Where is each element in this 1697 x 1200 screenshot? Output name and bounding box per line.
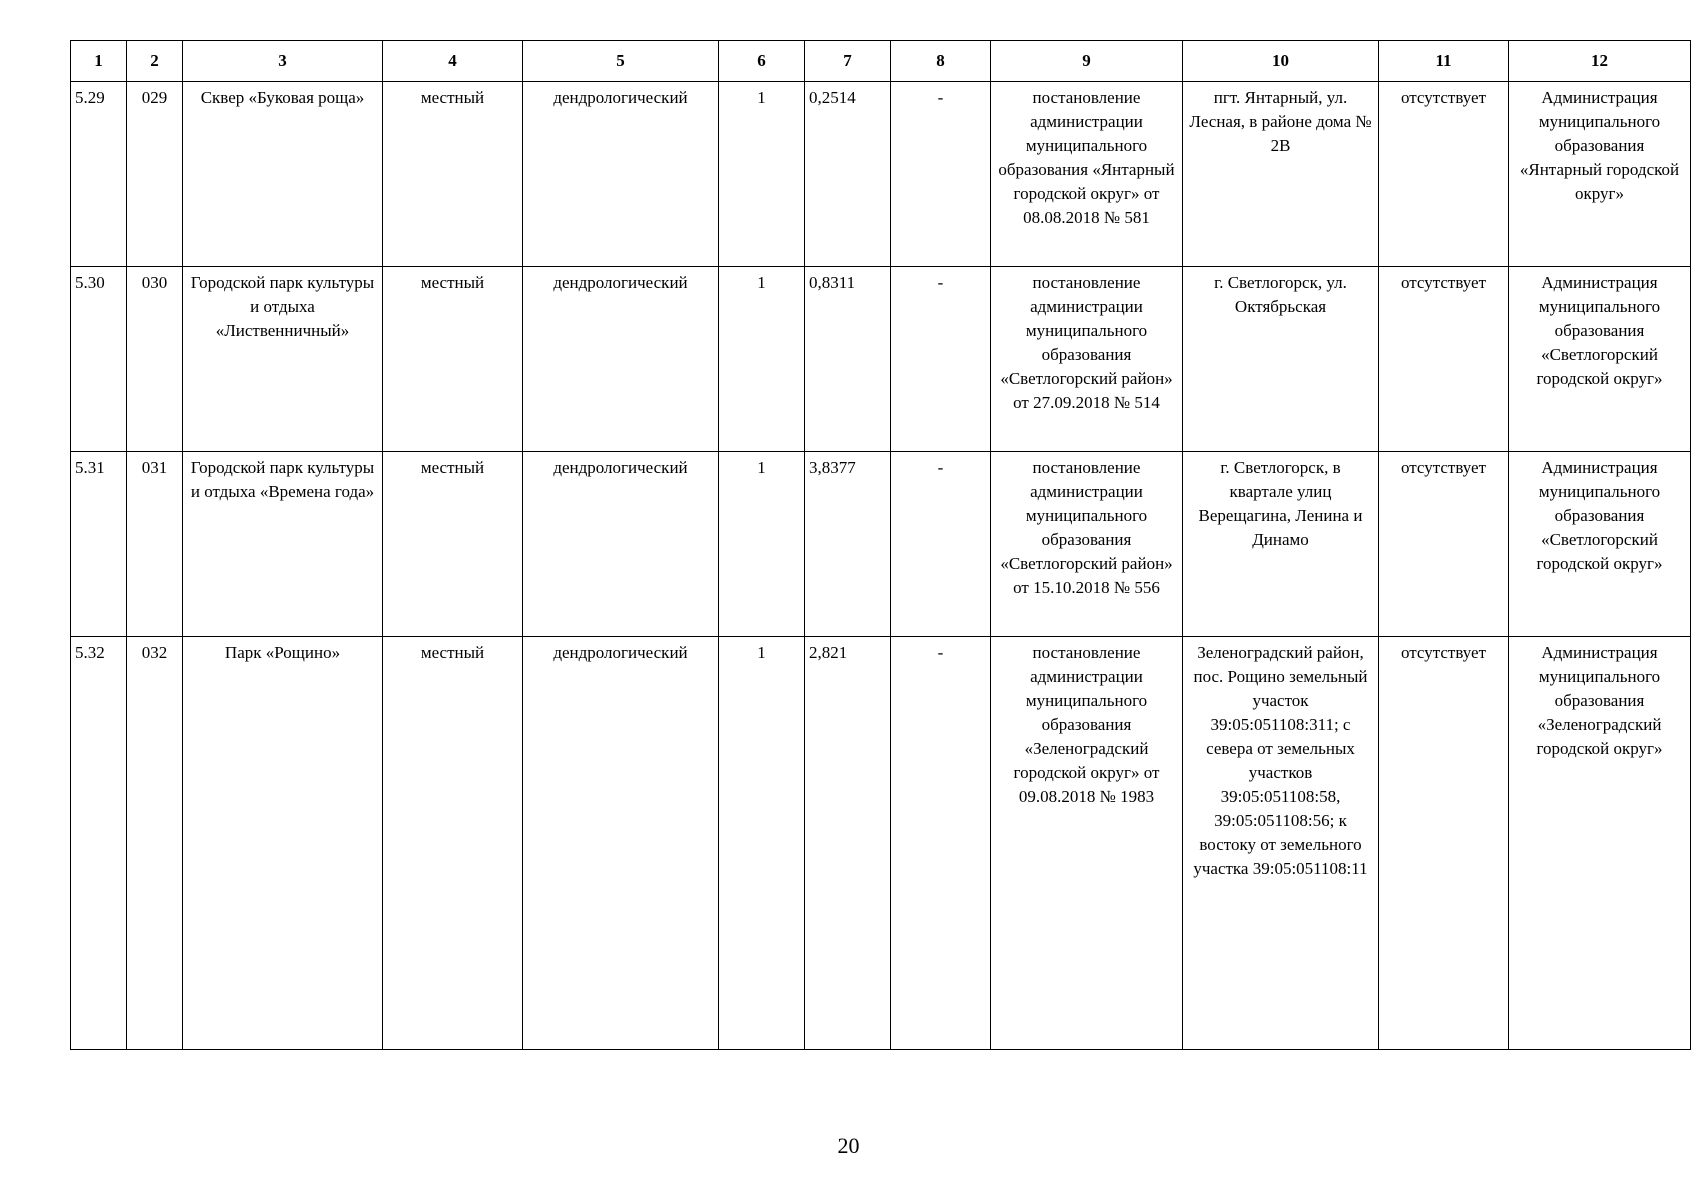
profile: дендрологический (523, 267, 719, 452)
object-name: Сквер «Буковая роща» (183, 82, 383, 267)
category: 1 (719, 82, 805, 267)
location: Зеленоградский район, пос. Рощино земельный участок 39:05:051108:311; с севера от земельных участков 39:05:051108:58, 39:05:051108:56; к востоку от земельного участка 39:05:051108:11 (1183, 637, 1379, 1050)
category: 1 (719, 637, 805, 1050)
table-row (71, 637, 1691, 1050)
header-cell: 6 (719, 41, 805, 82)
column-11-value: отсутствует (1379, 637, 1509, 1050)
profile: дендрологический (523, 82, 719, 267)
table-row (71, 267, 1691, 452)
significance: местный (383, 452, 523, 637)
header-row (71, 41, 1691, 82)
responsible-body: Администрация муниципального образования «Янтарный городской округ» (1509, 82, 1691, 267)
responsible-body: Администрация муниципального образования «Светлогорский городской округ» (1509, 267, 1691, 452)
object-code: 029 (127, 82, 183, 267)
category: 1 (719, 452, 805, 637)
header-cell: 12 (1509, 41, 1691, 82)
column-8-value: - (891, 82, 991, 267)
area-value: 3,8377 (805, 452, 891, 637)
row-number: 5.30 (71, 267, 127, 452)
page-number: 20 (837, 1133, 860, 1158)
object-name: Парк «Рощино» (183, 637, 383, 1050)
legal-act: постановление администрации муниципального образования «Зеленоградский городской округ» от 09.08.2018 № 1983 (991, 637, 1183, 1050)
legal-act: постановление администрации муниципального образования «Янтарный городской округ» от 08.08.2018 № 581 (991, 82, 1183, 267)
header-cell: 8 (891, 41, 991, 82)
location: пгт. Янтарный, ул. Лесная, в районе дома № 2В (1183, 82, 1379, 267)
header-cell: 2 (127, 41, 183, 82)
object-name: Городской парк культуры и отдыха «Времена года» (183, 452, 383, 637)
header-cell: 11 (1379, 41, 1509, 82)
profile: дендрологический (523, 637, 719, 1050)
column-8-value: - (891, 267, 991, 452)
column-8-value: - (891, 637, 991, 1050)
registry-table (70, 40, 1691, 1050)
header-cell: 10 (1183, 41, 1379, 82)
row-number: 5.29 (71, 82, 127, 267)
profile: дендрологический (523, 452, 719, 637)
object-code: 032 (127, 637, 183, 1050)
location: г. Светлогорск, в квартале улиц Верещагина, Ленина и Динамо (1183, 452, 1379, 637)
header-cell: 9 (991, 41, 1183, 82)
location: г. Светлогорск, ул. Октябрьская (1183, 267, 1379, 452)
object-code: 030 (127, 267, 183, 452)
header-cell: 4 (383, 41, 523, 82)
column-11-value: отсутствует (1379, 452, 1509, 637)
column-8-value: - (891, 452, 991, 637)
column-11-value: отсутствует (1379, 267, 1509, 452)
column-11-value: отсутствует (1379, 82, 1509, 267)
responsible-body: Администрация муниципального образования «Зеленоградский городской округ» (1509, 637, 1691, 1050)
object-name: Городской парк культуры и отдыха «Лиственничный» (183, 267, 383, 452)
area-value: 0,8311 (805, 267, 891, 452)
header-cell: 5 (523, 41, 719, 82)
header-cell: 1 (71, 41, 127, 82)
significance: местный (383, 637, 523, 1050)
responsible-body: Администрация муниципального образования «Светлогорский городской округ» (1509, 452, 1691, 637)
table-row (71, 452, 1691, 637)
row-number: 5.32 (71, 637, 127, 1050)
object-code: 031 (127, 452, 183, 637)
header-cell: 3 (183, 41, 383, 82)
row-number: 5.31 (71, 452, 127, 637)
legal-act: постановление администрации муниципального образования «Светлогорский район» от 15.10.2018 № 556 (991, 452, 1183, 637)
table-row (71, 82, 1691, 267)
header-cell: 7 (805, 41, 891, 82)
significance: местный (383, 267, 523, 452)
category: 1 (719, 267, 805, 452)
legal-act: постановление администрации муниципального образования «Светлогорский район» от 27.09.2018 № 514 (991, 267, 1183, 452)
significance: местный (383, 82, 523, 267)
area-value: 2,821 (805, 637, 891, 1050)
area-value: 0,2514 (805, 82, 891, 267)
